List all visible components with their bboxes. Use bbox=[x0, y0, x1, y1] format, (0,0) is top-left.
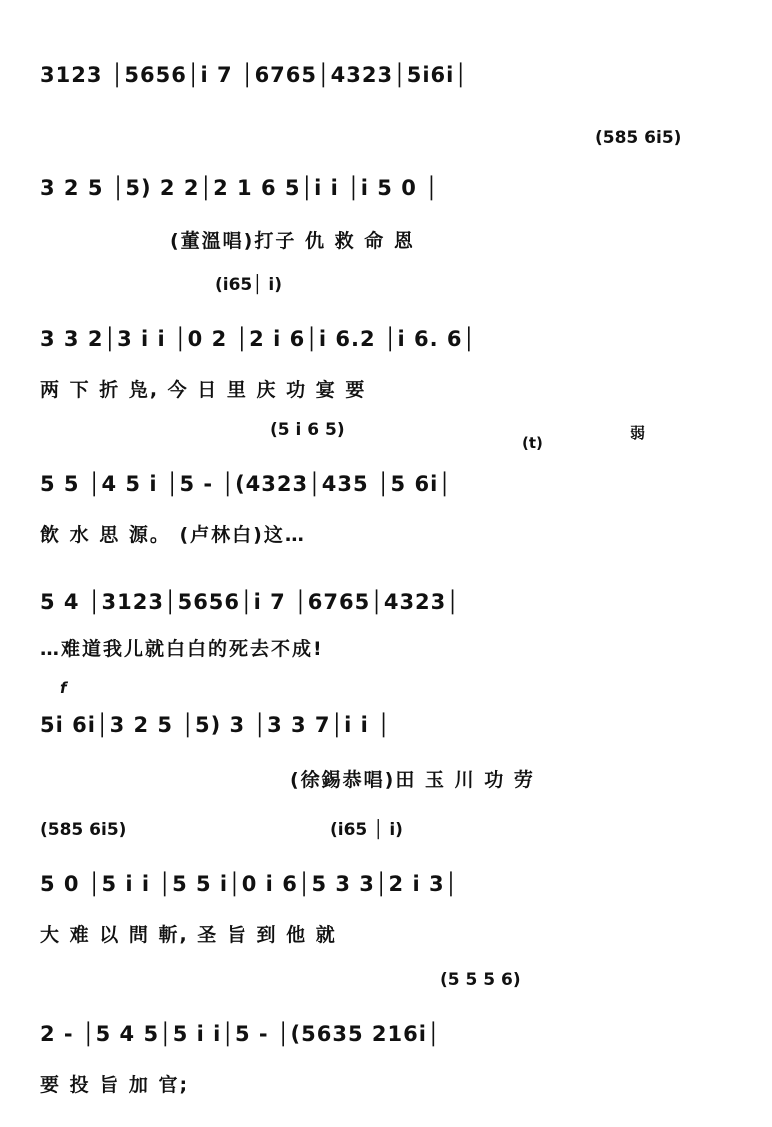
system-4 bbox=[40, 420, 740, 550]
system-1 bbox=[40, 55, 740, 115]
notes-line: 3123 │5656│i 7 │6765│4323│5i6i│ bbox=[40, 63, 469, 87]
notes-line: 5 4 │3123│5656│i 7 │6765│4323│ bbox=[40, 590, 460, 614]
parenthetical-note: (i65│ i) bbox=[215, 275, 283, 295]
notes-line: 2 - │5 4 5│5 i i│5 - │(5635 216i│ bbox=[40, 1022, 441, 1046]
dynamic-mark: f bbox=[60, 679, 67, 697]
parenthetical-note: (5 5 5 6) bbox=[440, 970, 521, 990]
system-2 bbox=[40, 128, 740, 252]
dynamic-mark: 弱 bbox=[630, 424, 646, 442]
parenthetical-note: (5 i 6 5) bbox=[270, 420, 345, 440]
system-5 bbox=[40, 582, 740, 662]
system-7 bbox=[40, 820, 740, 950]
notes-line: 5 5 │4 5 i │5 - │(4323│435 │5 6i│ bbox=[40, 472, 452, 496]
lyrics-line: 飲 水 思 源。 (卢林白)这… bbox=[40, 524, 306, 546]
parenthetical-note: (585 6i5) bbox=[40, 820, 127, 840]
lyrics-line: (徐錫恭唱)田 玉 川 功 劳 bbox=[290, 769, 535, 791]
lyrics-line: (董溫唱)打子 仇 救 命 恩 bbox=[170, 230, 415, 252]
lyrics-line: 两 下 折 凫, 今 日 里 庆 功 宴 要 bbox=[40, 379, 367, 401]
system-6 bbox=[40, 675, 740, 795]
notes-line: 5 0 │5 i i │5 5 i│0 i 6│5 3 3│2 i 3│ bbox=[40, 872, 459, 896]
lyrics-line: 要 投 旨 加 官; bbox=[40, 1074, 190, 1096]
parenthetical-note: (585 6i5) bbox=[595, 128, 682, 148]
system-3 bbox=[40, 275, 740, 401]
system-8 bbox=[40, 970, 740, 1100]
notes-line: 3 3 2│3 i i │0 2 │2 i 6│i 6.2 │i 6. 6│ bbox=[40, 327, 477, 351]
lyrics-line: …难道我儿就白白的死去不成! bbox=[40, 638, 324, 660]
dynamic-mark: (t) bbox=[522, 434, 543, 452]
notes-line: 5i 6i│3 2 5 │5) 3 │3 3 7│i i │ bbox=[40, 713, 391, 737]
parenthetical-note: (i65 │ i) bbox=[330, 820, 403, 840]
notes-line: 3 2 5 │5) 2 2│2 1 6 5│i i │i 5 0 │ bbox=[40, 176, 439, 200]
lyrics-line: 大 难 以 問 斬, 圣 旨 到 他 就 bbox=[40, 924, 337, 946]
